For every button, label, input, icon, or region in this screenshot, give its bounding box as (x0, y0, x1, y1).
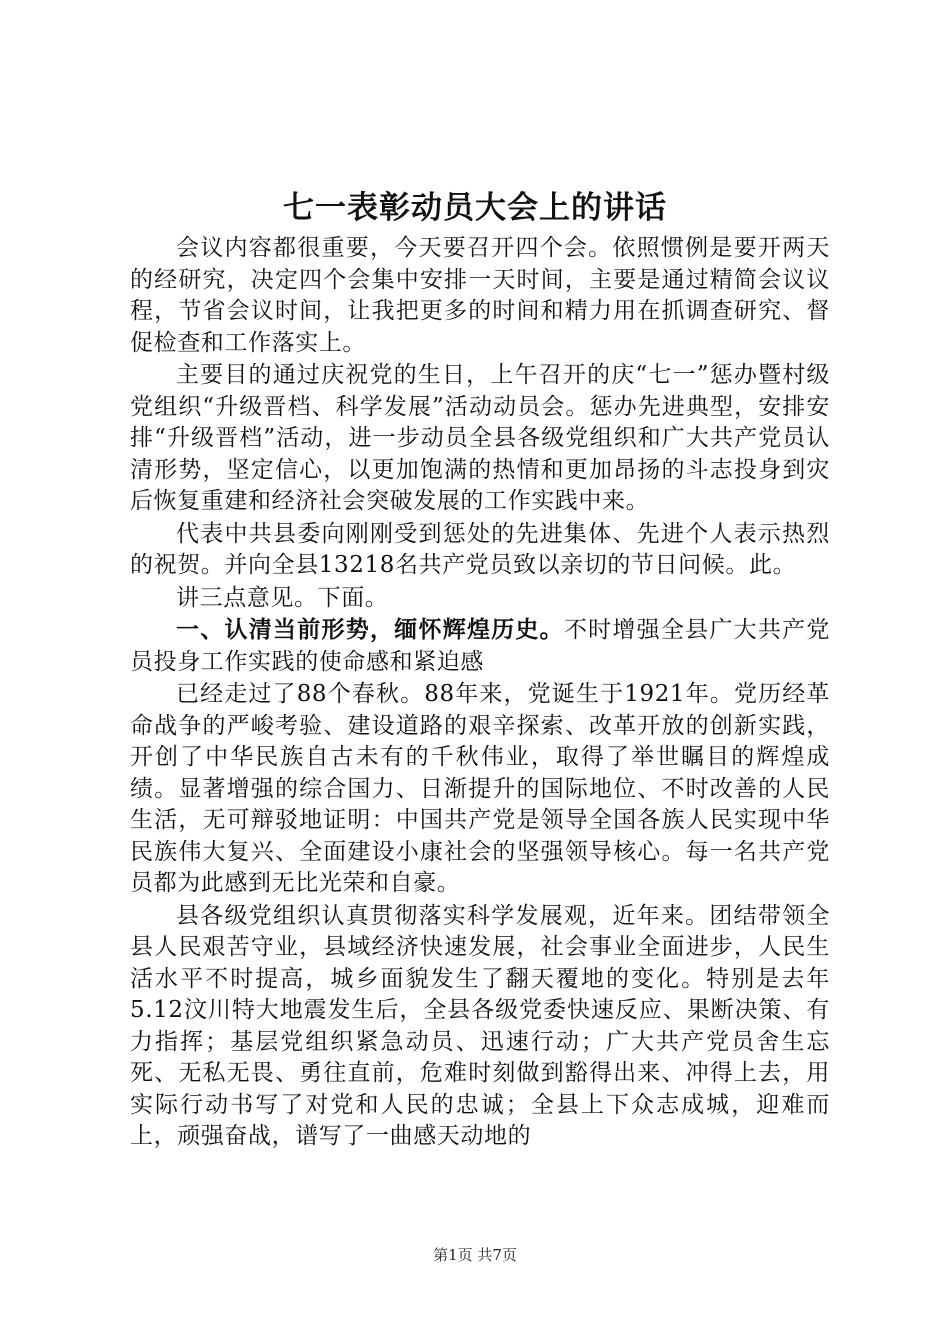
paragraph (130, 900, 830, 1153)
paragraph-text: 主要目的通过庆祝党的生日，上午召开的庆“七一”惩办暨村级党组织“升级晋档、科学发展”活动动员会。惩办先进典型，安排安排“升级晋档”活动，进一步动员全县各级党组织和广大共产党员认清形势，坚定信心，以更加饱满的热情和更加昂扬的斗志投身到灾后恢复重建和经济社会突破发展的工作实践中来。 (130, 362, 830, 514)
paragraph-text: 会议内容都很重要，今天要召开四个会。依照惯例是要开两天的经研究，决定四个会集中安排一天时间，主要是通过精简会议议程，节省会议时间，让我把更多的时间和精力用在抓调查研究、督促检查和工作落实上。 (130, 235, 830, 356)
paragraph-text: 代表中共县委向刚刚受到惩处的先进集体、先进个人表示热烈的祝贺。并向全县13218名共产党员致以亲切的节日问候。此。 (130, 520, 830, 578)
document-body (130, 232, 830, 1153)
section-heading: 一、认清当前形势，缅怀辉煌历史。 (176, 616, 564, 643)
paragraph-text: 已经走过了88个春秋。88年来，党诞生于1921年。党历经革命战争的严峻考验、建设道路的艰辛探索、改革开放的创新实践，开创了中华民族自古未有的千秋伟业，取得了举世瞩目的辉煌成绩。显著增强的综合国力、日渐提升的国际地位、不时改善的人民生活，无可辩驳地证明：中国共产党是领导全国各族人民实现中华民族伟大复兴、全面建设小康社会的坚强领导核心。每一名共产党员都为此感到无比光荣和自豪。 (130, 681, 830, 896)
paragraph (130, 359, 830, 518)
paragraph (130, 518, 830, 582)
paragraph (130, 582, 830, 615)
page-footer: 第1页 共7页 (433, 1246, 517, 1264)
paragraph (130, 678, 830, 900)
paragraph-text: 讲三点意见。下面。 (176, 584, 389, 611)
paragraph (130, 232, 830, 359)
section-heading-paragraph (130, 614, 830, 678)
paragraph-text: 不时增强全县广大共产党员投身工作实践的使命感和紧迫感 (130, 617, 830, 675)
paragraph-text: 县各级党组织认真贯彻落实科学发展观，近年来。团结带领全县人民艰苦守业，县域经济快速发展，社会事业全面进步，人民生活水平不时提高，城乡面貌发生了翻天覆地的变化。特别是去年5.12汶川特大地震发生后，全县各级党委快速反应、果断决策、有力指挥；基层党组织紧急动员、迅速行动；广大共产党员舍生忘死、无私无畏、勇往直前，危难时刻做到豁得出来、冲得上去，用实际行动书写了对党和人民的忠诚；全县上下众志成城，迎难而上，顽强奋战，谱写了一曲感天动地的 (130, 902, 830, 1149)
page-title: 七一表彰动员大会上的讲话 (283, 190, 667, 226)
